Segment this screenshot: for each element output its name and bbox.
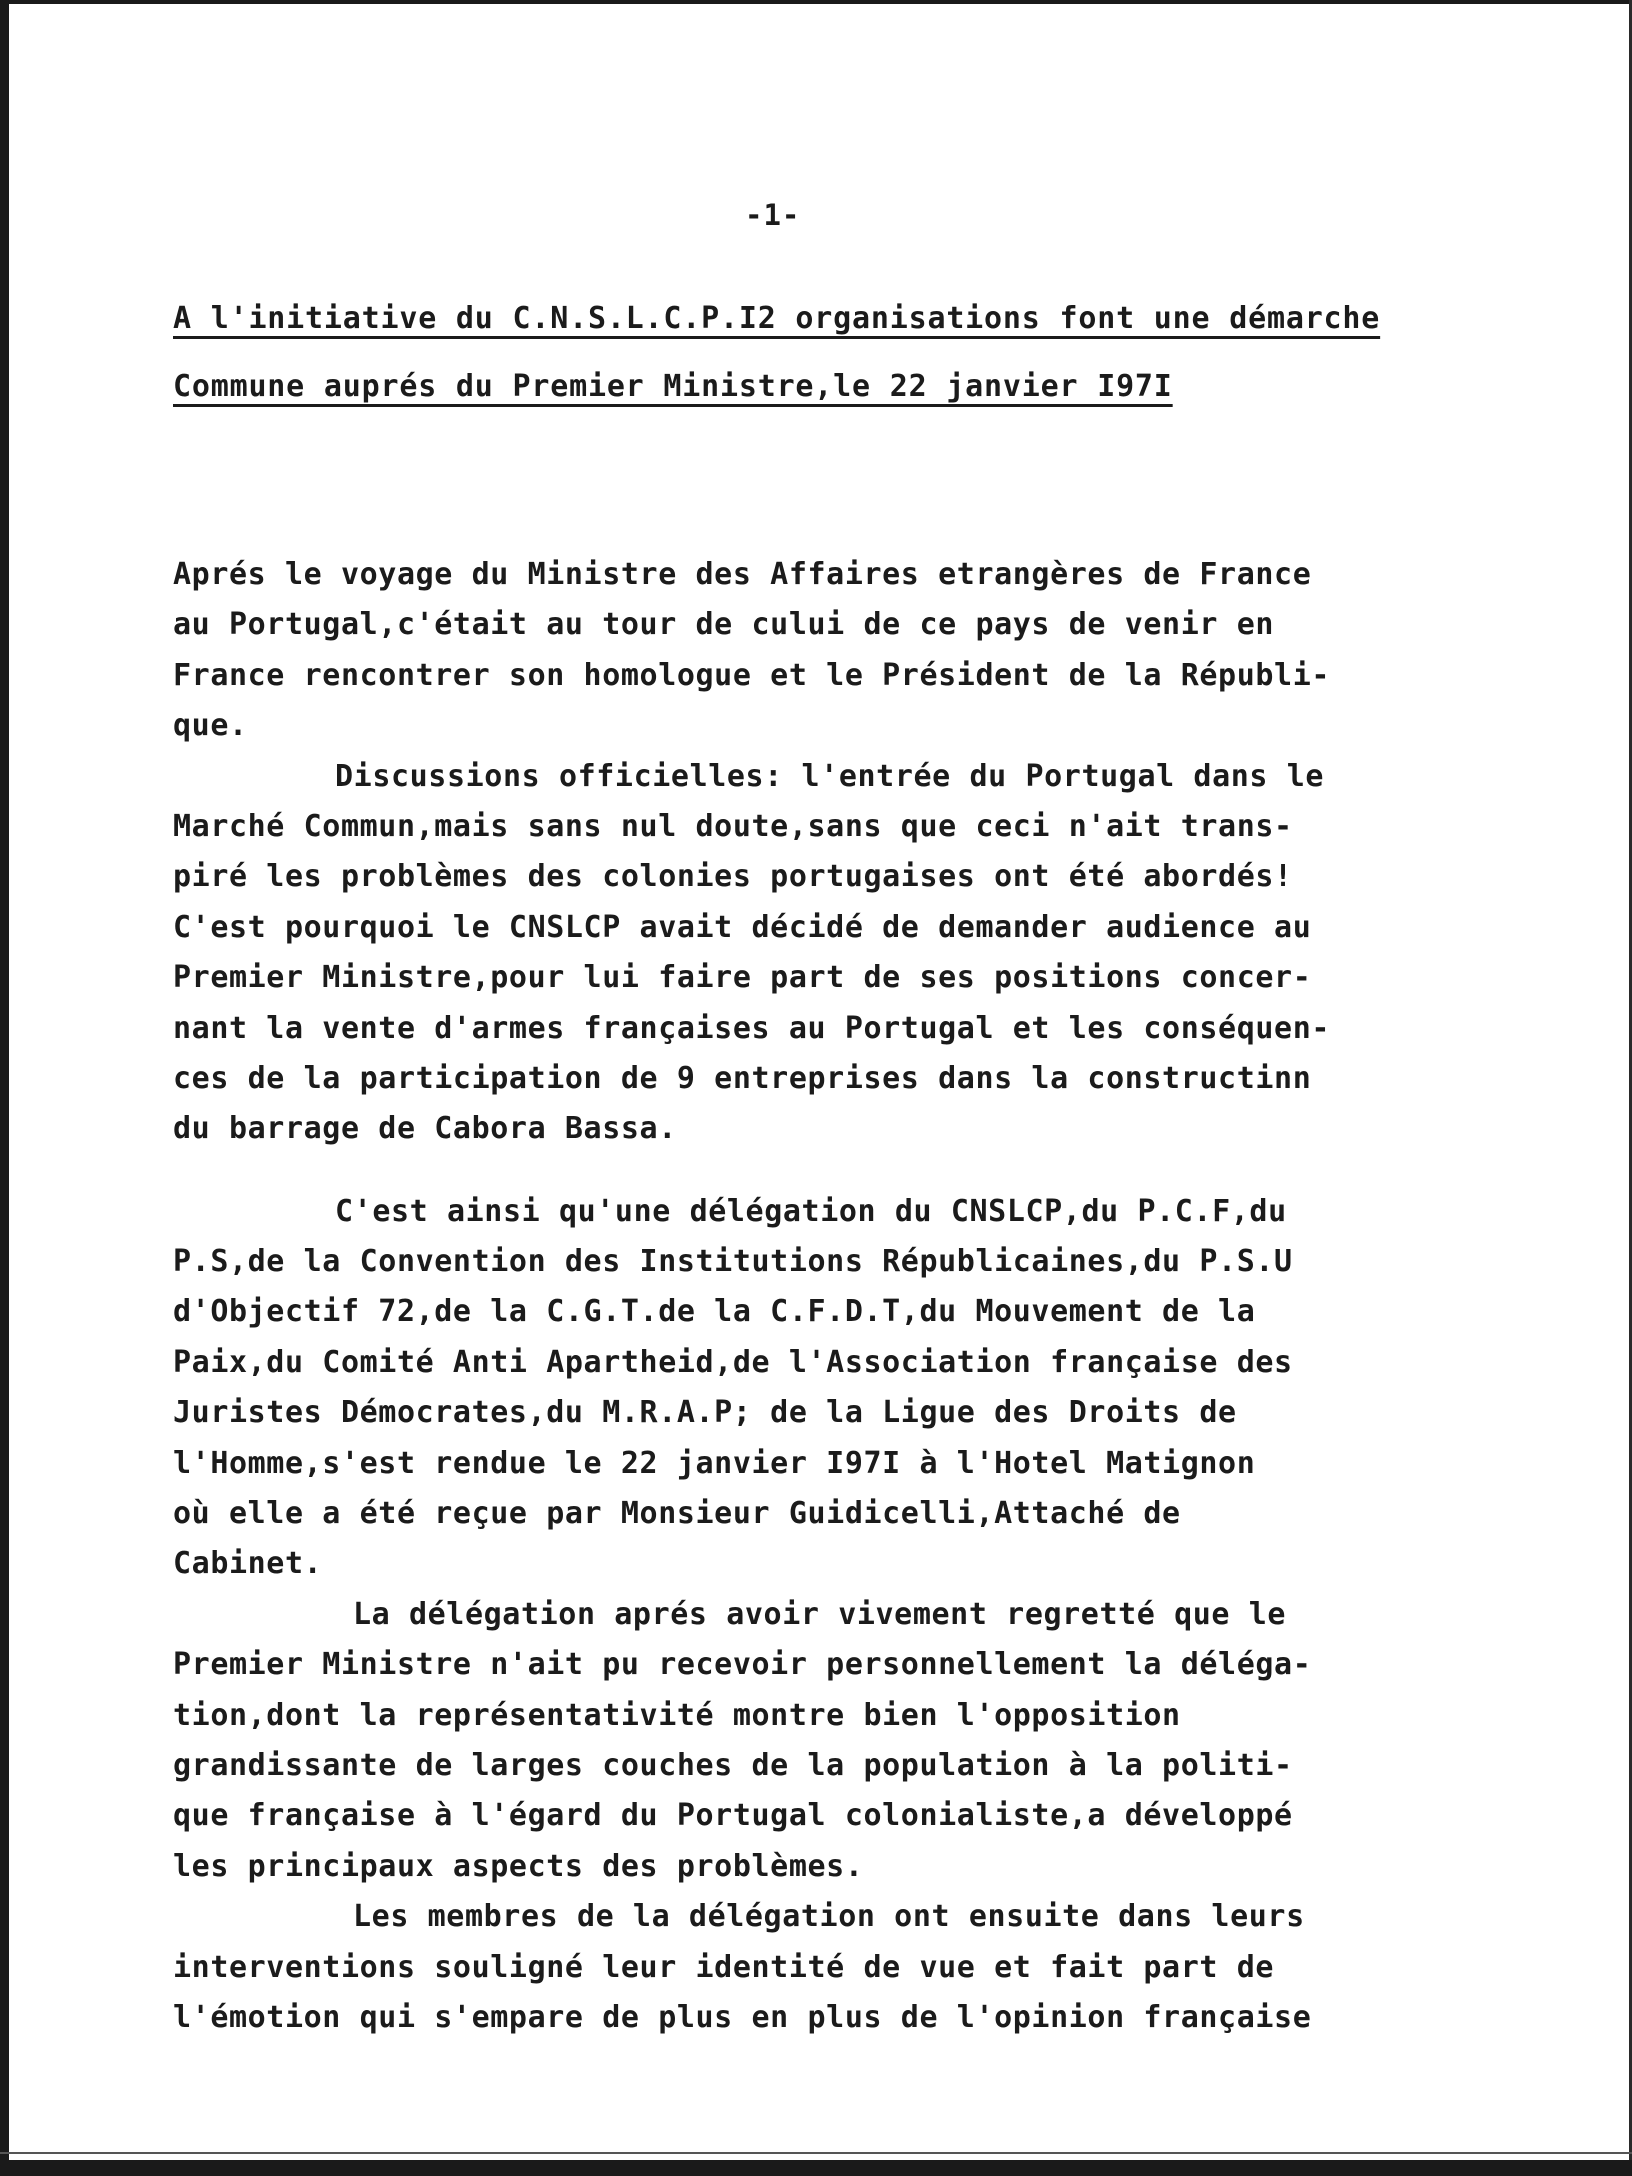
text-line: l'Homme,s'est rendue le 22 janvier I97I à l'Hotel Matignon: [173, 1445, 1256, 1481]
text-line: Aprés le voyage du Ministre des Affaires etrangères de France: [173, 557, 1312, 592]
text-line: Premier Ministre,pour lui faire part de ses positions concer-: [173, 960, 1312, 996]
text-line: interventions souligné leur identité de vue et fait part de: [173, 1949, 1275, 1985]
text-line: C'est pourquoi le CNSLCP avait décidé de demander audience au: [173, 909, 1312, 945]
text-line: du barrage de Cabora Bassa.: [173, 1111, 677, 1147]
text-line: tion,dont la représentativité montre bien l'opposition: [173, 1697, 1181, 1733]
scan-border-bottom: [0, 2160, 1632, 2176]
scan-border-top: [0, 0, 1632, 4]
text-line: Juristes Démocrates,du M.R.A.P; de la Ligue des Droits de: [173, 1395, 1237, 1431]
paragraph-5: [173, 1892, 1473, 2043]
text-line: d'Objectif 72,de la C.G.T.de la C.F.D.T,du Mouvement de la: [173, 1294, 1256, 1330]
text-line: que française à l'égard du Portugal colonialiste,a développé: [173, 1798, 1293, 1834]
text-line: les principaux aspects des problèmes.: [173, 1848, 864, 1884]
text-line: que.: [173, 708, 248, 744]
text-line: ces de la participation de 9 entreprises dans la constructinn: [173, 1060, 1312, 1096]
scan-border-bottom-thin: [0, 2152, 1632, 2154]
title-line-2: Commune auprés du Premier Ministre,le 22 janvier I97I: [173, 369, 1173, 404]
title-line-1: A l'initiative du C.N.S.L.C.P.I2 organisations font une démarche: [173, 301, 1381, 336]
text-line: Cabinet.: [173, 1546, 323, 1582]
document-body: [173, 550, 1473, 2043]
text-line: Discussions officielles: l'entrée du Portugal dans le: [335, 758, 1325, 794]
text-line: France rencontrer son homologue et le Président de la Républi-: [173, 657, 1331, 693]
text-line: Les membres de la délégation ont ensuite dans leurs: [353, 1899, 1305, 1935]
text-line: au Portugal,c'était au tour de cului de ce pays de venir en: [173, 607, 1275, 643]
text-line: nant la vente d'armes françaises au Portugal et les conséquen-: [173, 1010, 1331, 1046]
paragraph-1: [173, 550, 1473, 752]
text-line: où elle a été reçue par Monsieur Guidicelli,Attaché de: [173, 1496, 1181, 1532]
text-line: Premier Ministre n'ait pu recevoir personnellement la déléga-: [173, 1647, 1312, 1683]
text-line: La délégation aprés avoir vivement regretté que le: [353, 1596, 1287, 1632]
text-line: C'est ainsi qu'une délégation du CNSLCP,du P.C.F,du: [335, 1193, 1287, 1229]
paragraph-2: [173, 752, 1473, 1155]
paragraph-gap: [173, 1155, 1473, 1187]
text-line: piré les problèmes des colonies portugaises ont été abordés!: [173, 859, 1293, 895]
scan-border-left: [0, 0, 9, 2176]
text-line: P.S,de la Convention des Institutions Républicaines,du P.S.U: [173, 1244, 1293, 1280]
document-title: [173, 285, 1493, 421]
text-line: grandissante de larges couches de la population à la politi-: [173, 1747, 1293, 1783]
paragraph-3: [173, 1187, 1473, 1590]
text-line: l'émotion qui s'empare de plus en plus de l'opinion française: [173, 1999, 1312, 2035]
paragraph-4: [173, 1590, 1473, 1892]
page-number: -1-: [745, 198, 801, 232]
text-line: Marché Commun,mais sans nul doute,sans que ceci n'ait trans-: [173, 808, 1293, 844]
text-line: Paix,du Comité Anti Apartheid,de l'Association française des: [173, 1344, 1293, 1380]
